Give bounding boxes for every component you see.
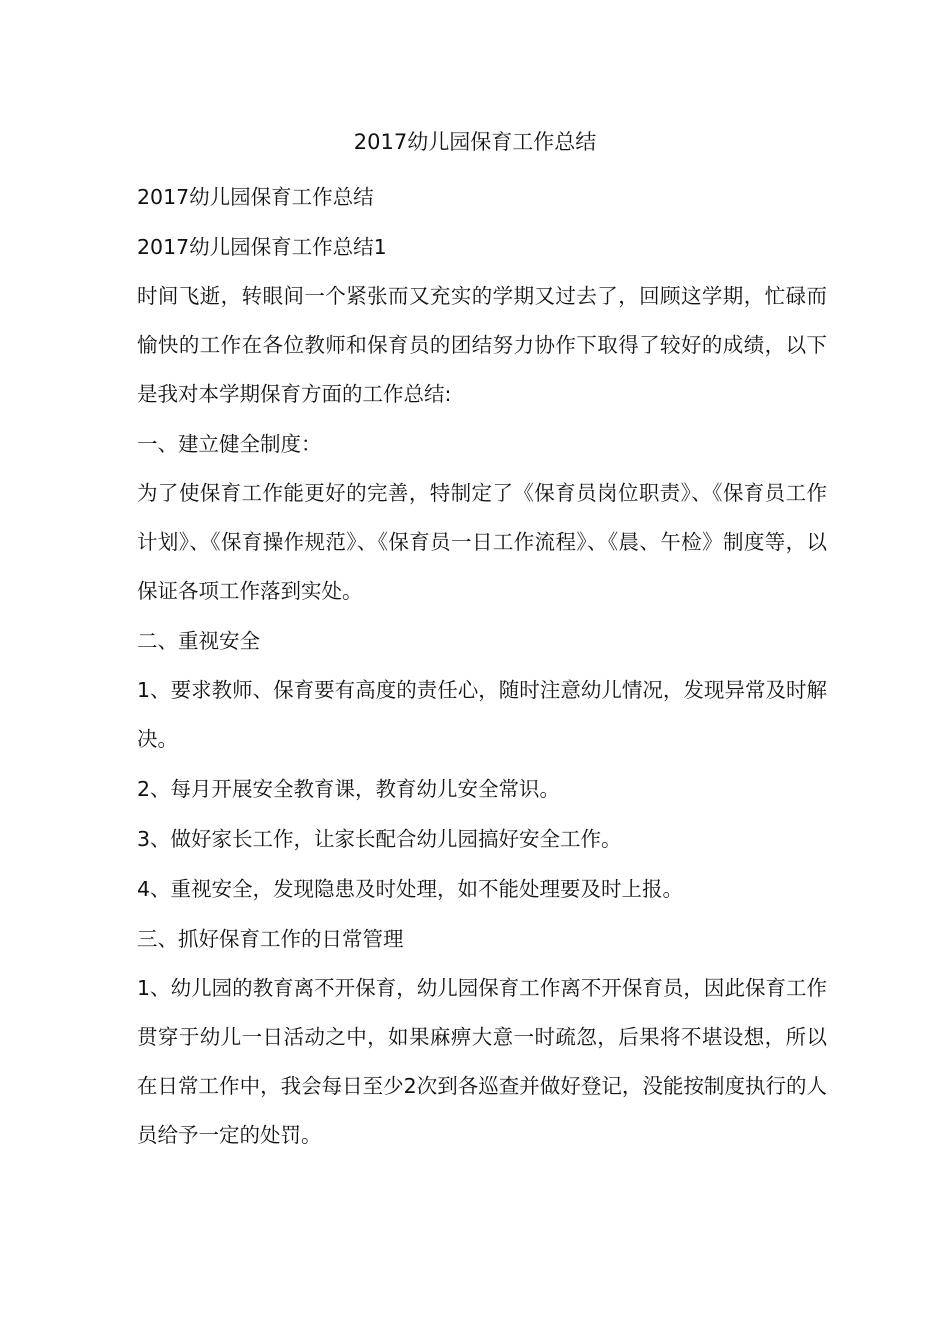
document-body [137, 172, 827, 1160]
list-item-safety-3: 3、做好家长工作，让家长配合幼儿园搞好安全工作。 [137, 827, 622, 851]
list-item-safety-1: 1、要求教师、保育要有高度的责任心，随时注意幼儿情况，发现异常及时解决。 [137, 678, 827, 751]
section-heading-1: 一、建立健全制度： [137, 432, 322, 456]
paragraph-heading-main: 2017幼儿园保育工作总结 [137, 185, 374, 209]
list-item-management-1: 1、幼儿园的教育离不开保育，幼儿园保育工作离不开保育员，因此保育工作贯穿于幼儿一日活动之中，如果麻痹大意一时疏忽，后果将不堪设想，所以在日常工作中，我会每日至少2次到各巡查并做好登记，没能按制度执行的人员给予一定的处罚。 [137, 976, 827, 1147]
paragraph-heading-part1: 2017幼儿园保育工作总结1 [137, 235, 387, 259]
section-heading-2: 二、重视安全 [137, 629, 260, 653]
paragraph-section-1: 为了使保育工作能更好的完善，特制定了《保育员岗位职责》、《保育员工作计划》、《保育操作规范》、《保育员一日工作流程》、《晨、午检》制度等，以保证各项工作落到实处。 [137, 481, 827, 603]
section-heading-3: 三、抓好保育工作的日常管理 [137, 927, 404, 951]
document-title: 2017幼儿园保育工作总结 [353, 130, 597, 154]
list-item-safety-2: 2、每月开展安全教育课，教育幼儿安全常识。 [137, 777, 561, 801]
paragraph-intro: 时间飞逝，转眼间一个紧张而又充实的学期又过去了，回顾这学期，忙碌而愉快的工作在各位教师和保育员的团结努力协作下取得了较好的成绩，以下是我对本学期保育方面的工作总结: [137, 284, 827, 406]
list-item-safety-4: 4、重视安全，发现隐患及时处理，如不能处理要及时上报。 [137, 877, 684, 901]
